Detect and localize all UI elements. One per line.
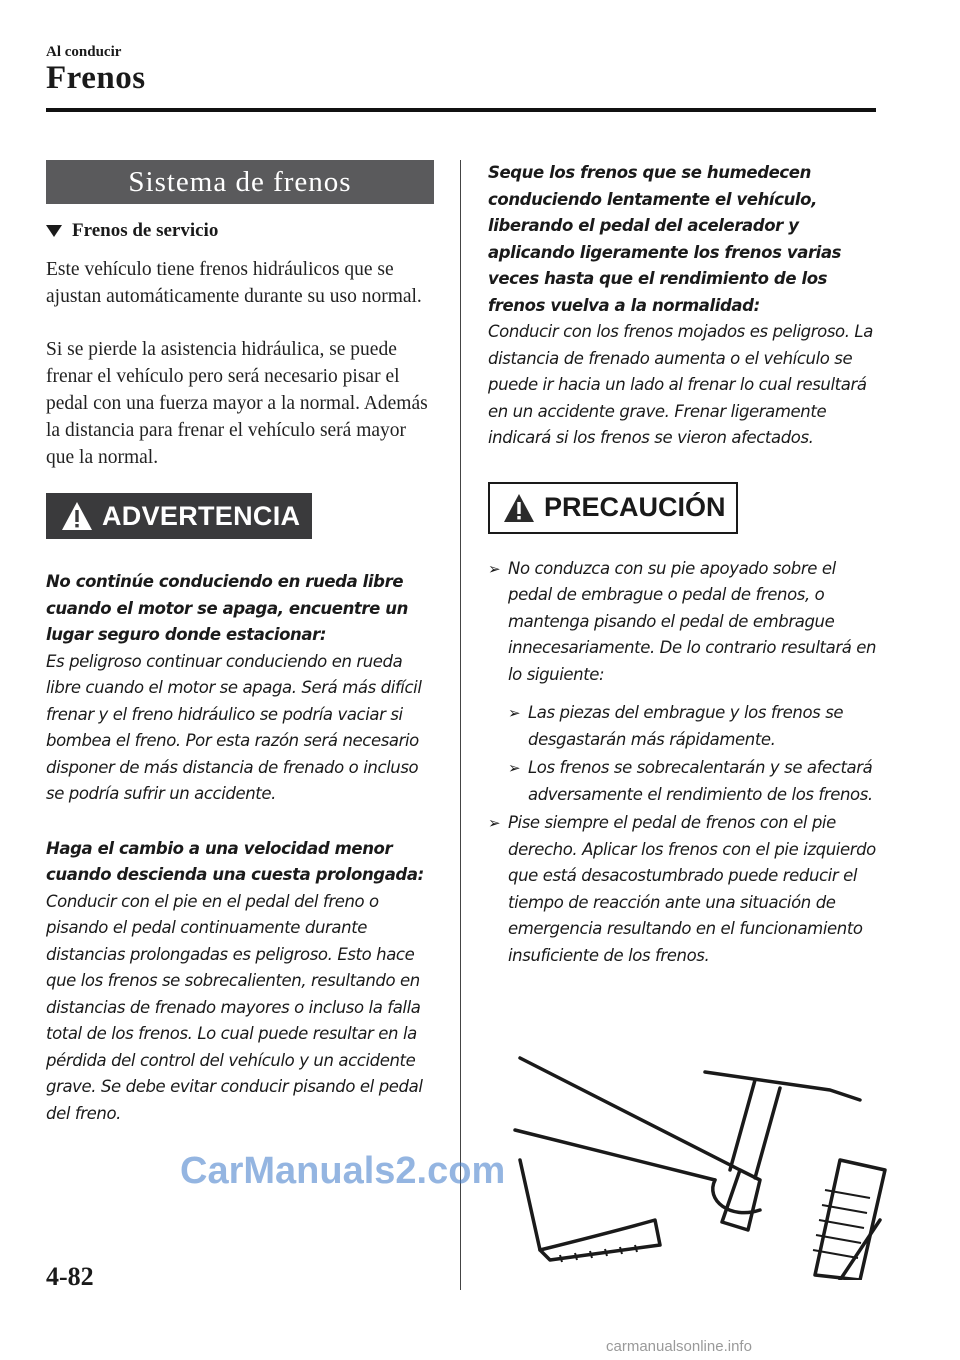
- list-item: [508, 700, 880, 753]
- warning-body: Conducir con el pie en el pedal del freno o pisando el pedal continuamente durante distancias prolongadas es peligroso. Esto hace que los frenos se sobrecalienten, resultando en distancias de frenado mayores o incluso la falla total de los frenos. Lo cual puede resultar en la pérdida del control del vehículo y un accidente grave. Se debe evitar conducir pisando el pedal del freno.: [46, 891, 423, 1123]
- warning-badge: [46, 493, 312, 539]
- list-item: [488, 810, 880, 969]
- arrow-right-icon: ➢: [488, 559, 501, 578]
- header-section: Al conducir: [46, 44, 122, 60]
- caution-list: [488, 556, 880, 970]
- watermark: CarManuals2.com: [180, 1150, 506, 1192]
- caution-label: PRECAUCIÓN: [544, 492, 726, 522]
- warning-title: Seque los frenos que se humedecen conduciendo lentamente el vehículo, liberando el pedal del acelerador y aplicando ligeramente los frenos varias veces hasta que el rendimiento de los frenos vuelva a la normalidad:: [488, 163, 842, 315]
- subheading-text: Frenos de servicio: [72, 220, 219, 241]
- list-item-text: Las piezas del embrague y los frenos se desgastarán más rápidamente.: [528, 703, 844, 749]
- arrow-right-icon: ➢: [488, 814, 501, 832]
- list-item-text: Pise siempre el pedal de frenos con el pie derecho. Aplicar los frenos con el pie izquierdo que está desacostumbrado puede reducir el tiempo de reacción ante una situación de emergencia resultando en el funcionamiento insuficiente de los frenos.: [508, 813, 876, 965]
- watermark-footer: carmanualsonline.info: [606, 1338, 752, 1355]
- warning-item: [46, 569, 434, 808]
- column-divider: [460, 160, 461, 1290]
- warning-body: Conducir con los frenos mojados es peligroso. La distancia de frenado aumenta o el vehículo se puede ir hacia un lado al frenar lo cual resultará en un accidente grave. Frenar ligeramente indicará si los frenos se vieron afectados.: [488, 322, 873, 447]
- right-column: [488, 160, 880, 969]
- page-title: Frenos: [46, 60, 146, 96]
- warning-item: [46, 836, 434, 1128]
- pedal-illustration: [500, 1050, 890, 1280]
- arrow-right-icon: ➢: [508, 759, 521, 777]
- caution-badge: [488, 482, 738, 534]
- warning-triangle-icon: [502, 492, 536, 524]
- warning-title: No continúe conduciendo en rueda libre cuando el motor se apaga, encuentre un lugar seguro donde estacionar:: [46, 572, 408, 644]
- arrow-right-icon: ➢: [508, 704, 521, 722]
- warning-triangle-icon: [60, 500, 94, 532]
- paragraph: Este vehículo tiene frenos hidráulicos que se ajustan automáticamente durante su uso normal.: [46, 259, 422, 307]
- warning-body: Es peligroso continuar conduciendo en rueda libre cuando el motor se apaga. Será más difícil frenar y el freno hidráulico se podría vaciar si bombea el freno. Por esta razón será necesario disponer de más distancia de frenado o incluso se podría sufrir un accidente.: [46, 651, 422, 803]
- list-item: [488, 556, 880, 689]
- list-item-text: Los frenos se sobrecalentarán y se afectará adversamente el rendimiento de los frenos.: [528, 758, 873, 804]
- warning-label: ADVERTENCIA: [102, 500, 301, 531]
- subheading: [46, 220, 434, 242]
- triangle-down-icon: [46, 225, 62, 237]
- page-number: 4-82: [46, 1262, 94, 1291]
- header-rule: [46, 108, 876, 112]
- sub-list: [508, 700, 880, 808]
- warning-item: [488, 160, 880, 452]
- paragraph: Si se pierde la asistencia hidráulica, se puede frenar el vehículo pero será necesario pisar el pedal con una fuerza mayor a la normal. Además la distancia para frenar el vehículo será mayor que la normal.: [46, 339, 428, 468]
- left-column: [46, 160, 434, 1127]
- list-item-text: No conduzca con su pie apoyado sobre el pedal de embrague o pedal de frenos, o mantenga pisando el pedal de embrague innecesariamente. De lo contrario resultará en lo siguiente:: [508, 558, 877, 684]
- list-item: [508, 755, 880, 808]
- warning-title: Haga el cambio a una velocidad menor cuando descienda una cuesta prolongada:: [46, 838, 424, 884]
- section-banner: Sistema de frenos: [46, 160, 434, 204]
